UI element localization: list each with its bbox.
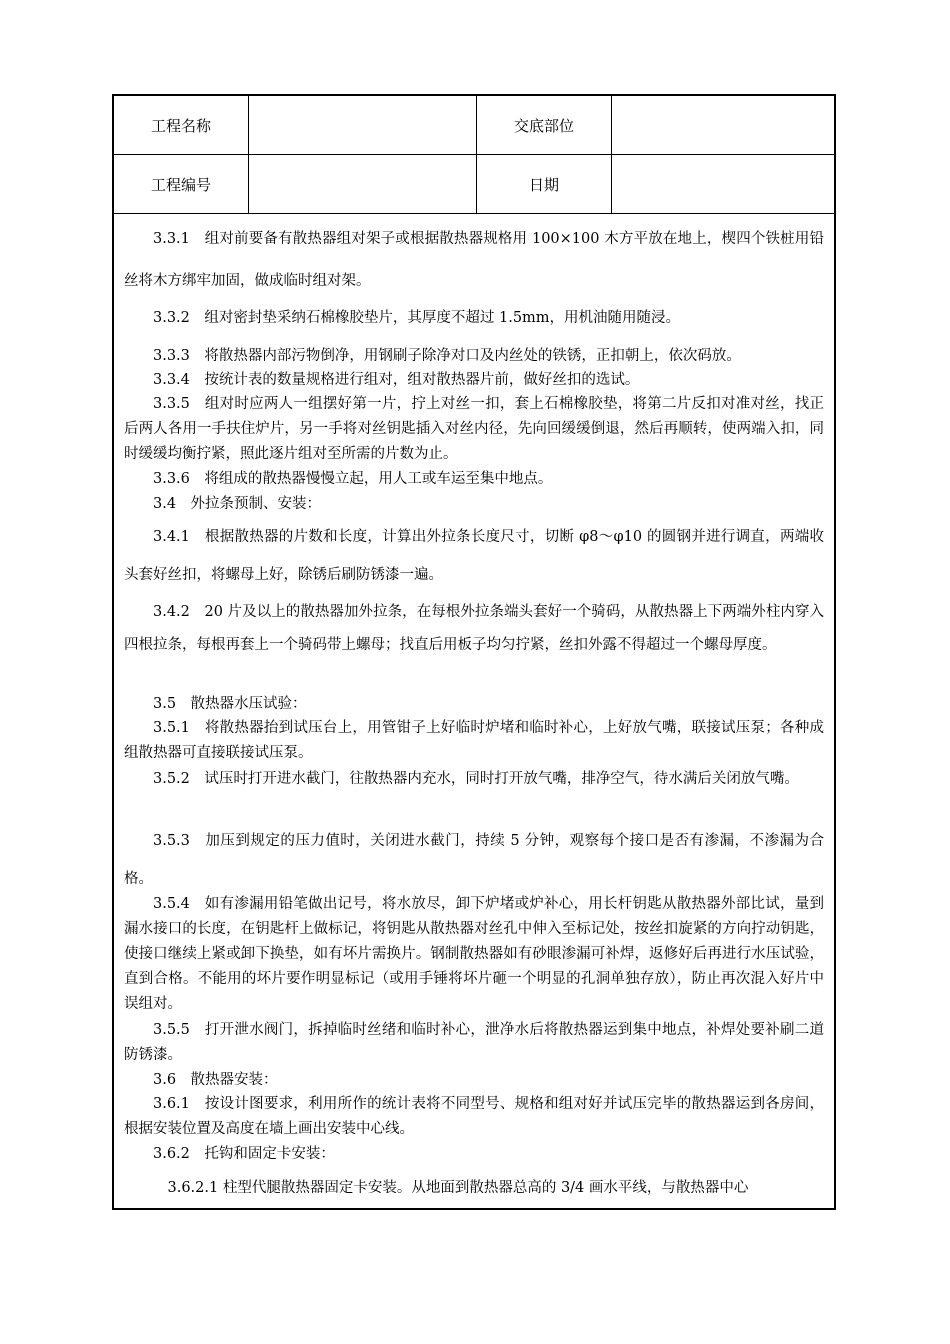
paragraph-3-6-2-1: 3.6.2.1 柱型代腿散热器固定卡安装。从地面到散热器总高的 3/4 画水平线，与散热器中心 [167,1180,749,1196]
handover-form [112,94,836,1210]
project-name-label: 工程名称 [114,96,249,154]
paragraph-3-5-1: 3.5.1 将散热器抬到试压台上，用管钳子上好临时炉堵和临时补心，上好放气嘴，联接试压泵；各种成组散热器可直接联接试压泵。 [124,720,824,761]
handover-part-field[interactable] [612,96,834,154]
section-3-5-heading: 3.5 散热器水压试验： [153,696,307,712]
project-no-field[interactable] [249,155,477,213]
paragraph-3-6-2: 3.6.2 托钩和固定卡安装： [153,1146,335,1162]
date-label: 日期 [477,155,612,213]
paragraph-3-4-2: 3.4.2 20 片及以上的散热器加外拉条，在每根外拉条端头套好一个骑码，从散热器上下两端外柱内穿入四根拉条，每根再套上一个骑码带上螺母；找直后用板子均匀拧紧，丝扣外露不得超过一个螺母厚度。 [124,604,824,653]
paragraph-3-3-1: 3.3.1 组对前要备有散热器组对架子或根据散热器规格用 100×100 木方平放在地上，楔四个铁桩用铅丝将木方绑牢加固，做成临时组对架。 [124,231,824,289]
handover-part-label: 交底部位 [477,96,612,154]
paragraph-3-5-3: 3.5.3 加压到规定的压力值时，关闭进水截门，持续 5 分钟，观察每个接口是否有渗漏，不渗漏为合格。 [124,833,824,887]
paragraph-3-5-2: 3.5.2 试压时打开进水截门，往散热器内充水，同时打开放气嘴，排净空气，待水满后关闭放气嘴。 [153,771,799,787]
paragraph-3-5-4: 3.5.4 如有渗漏用铅笔做出记号，将水放尽，卸下炉堵或炉补心，用长杆钥匙从散热器外部比试，量到漏水接口的长度，在钥匙杆上做标记，将钥匙从散热器对丝孔中伸入至标记处，按丝扣旋紧的方向拧动钥匙，使接口继续上紧或卸下换垫，如有坏片需换片。钢制散热器如有砂眼渗漏可补焊，返修好后再进行水压试验，直到合格。不能用的坏片要作明显标记（或用手锤将坏片砸一个明显的孔洞单独存放），防止再次混入好片中误组对。 [124,896,824,1012]
paragraph-3-5-5: 3.5.5 打开泄水阀门，拆掉临时丝绪和临时补心，泄净水后将散热器运到集中地点，补焊处要补刷二道防锈漆。 [124,1022,824,1063]
project-no-label: 工程编号 [114,155,249,213]
paragraph-3-3-3: 3.3.3 将散热器内部污物倒净，用钢刷子除净对口及内丝处的铁锈，正扣朝上，依次码放。 [153,348,741,364]
project-name-field[interactable] [249,96,477,154]
date-field[interactable] [612,155,834,213]
paragraph-3-3-6: 3.3.6 将组成的散热器慢慢立起，用人工或车运至集中地点。 [153,471,553,487]
section-3-4-heading: 3.4 外拉条预制、安装： [153,496,322,512]
paragraph-3-3-5: 3.3.5 组对时应两人一组摆好第一片，拧上对丝一扣，套上石棉橡胶垫，将第二片反扣对准对丝，找正后两人各用一手扶住炉片，另一手将对丝钥匙插入对丝内径，先向回缓缓倒退，然后再顺转，使两端入扣，同时缓缓均衡拧紧，照此逐片组对至所需的片数为止。 [124,396,824,462]
paragraph-3-4-1: 3.4.1 根据散热器的片数和长度，计算出外拉条长度尺寸，切断 φ8～φ10 的圆钢并进行调直，两端收头套好丝扣，将螺母上好，除锈后刷防锈漆一遍。 [124,529,824,583]
header-row-1 [114,96,834,155]
paragraph-3-6-1: 3.6.1 按设计图要求，利用所作的统计表将不同型号、规格和组对好并试压完毕的散热器运到各房间，根据安装位置及高度在墙上画出安装中心线。 [124,1096,824,1137]
paragraph-3-3-4: 3.3.4 按统计表的数量规格进行组对，组对散热器片前，做好丝扣的选试。 [153,372,640,388]
paragraph-3-3-2: 3.3.2 组对密封垫采纳石棉橡胶垫片，其厚度不超过 1.5mm，用机油随用随浸。 [153,310,681,326]
section-3-6-heading: 3.6 散热器安装： [153,1072,278,1088]
header-row-2 [114,155,834,214]
